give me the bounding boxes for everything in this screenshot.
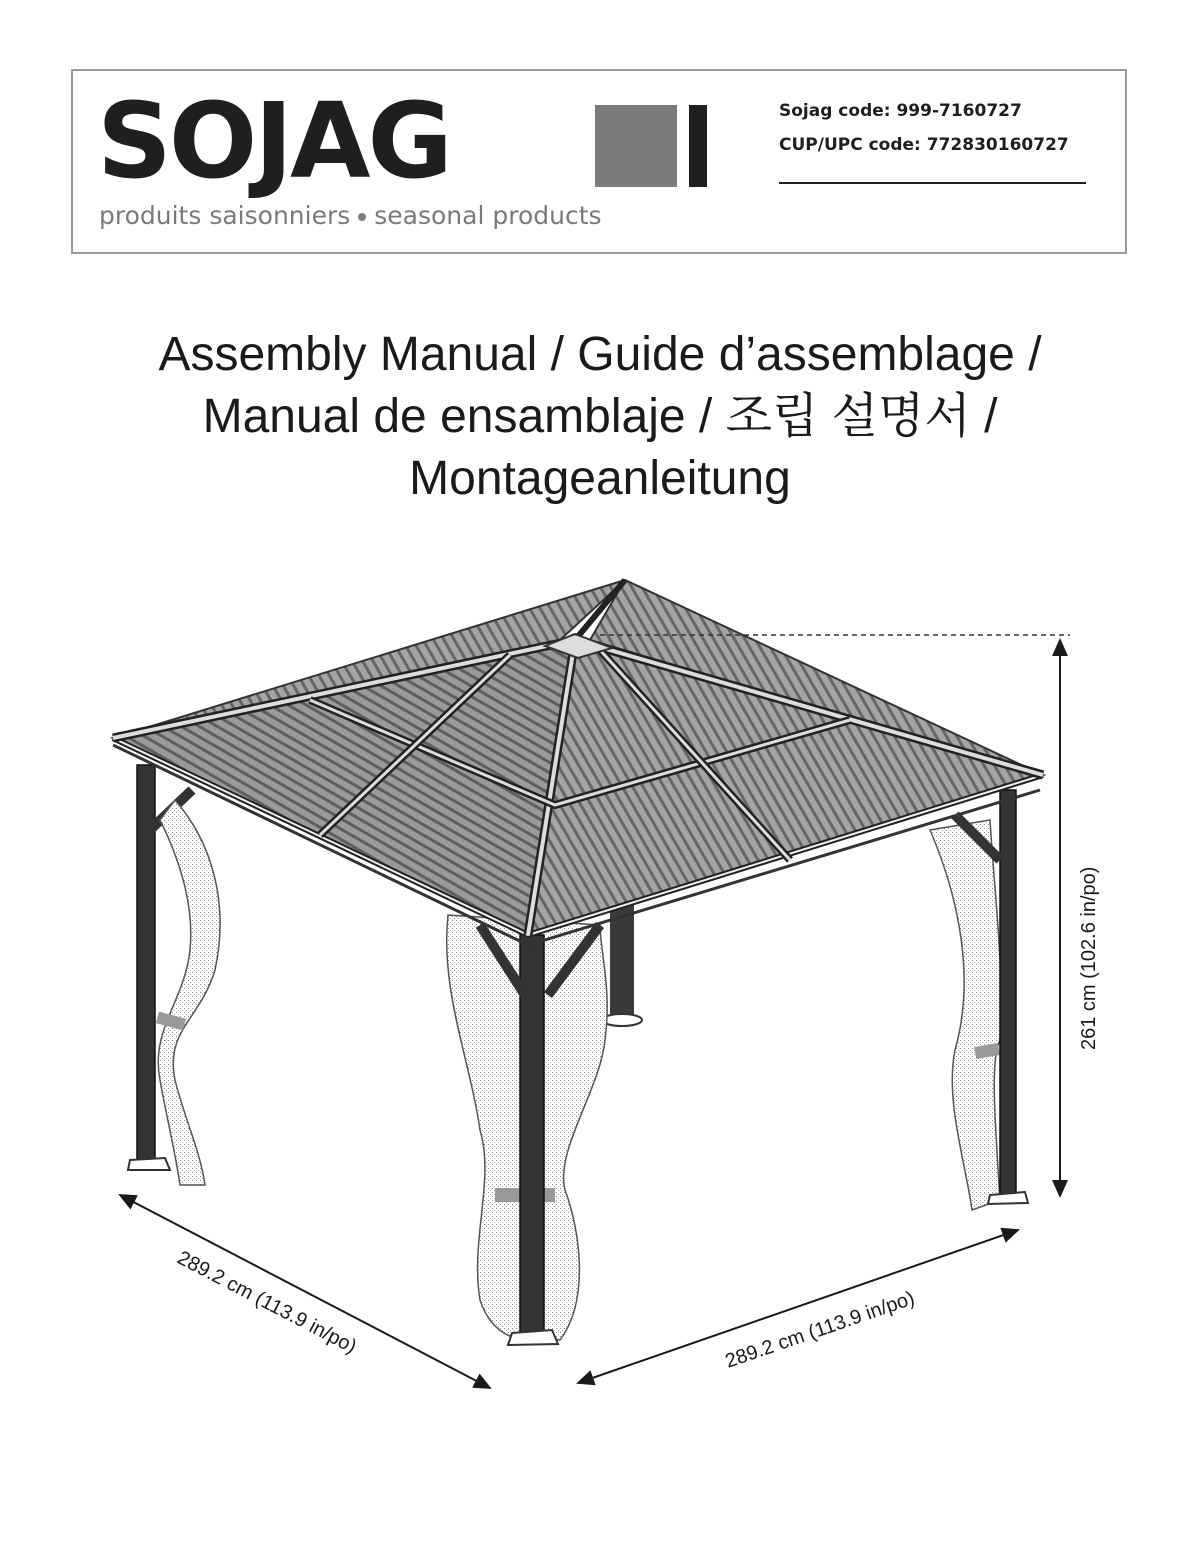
bullet-icon: [358, 213, 366, 221]
width-right-label: 289.2 cm (113.9 in/po): [722, 1287, 918, 1373]
product-codes: [779, 101, 1069, 169]
title-line-1: Assembly Manual / Guide d’assemblage /: [158, 328, 1042, 381]
width-left-label: 289.2 cm (113.9 in/po): [173, 1246, 361, 1359]
brand-logo-text: SOJAG: [97, 80, 450, 202]
header-box: [71, 69, 1127, 254]
page-title: [0, 324, 1200, 510]
tagline-en: seasonal products: [374, 201, 602, 230]
logo-square-mark: [595, 105, 677, 187]
back-post: [602, 900, 642, 1026]
sojag-code: Sojag code: 999-7160727: [779, 101, 1022, 121]
width-left-dimension: [120, 1195, 490, 1388]
upc-code: CUP/UPC code: 772830160727: [779, 135, 1069, 155]
gazebo-diagram: [0, 560, 1200, 1460]
back-right-curtain: [930, 820, 1001, 1210]
gazebo-roof: [113, 580, 1043, 945]
title-line-3: Montageanleitung: [409, 452, 791, 505]
title-line-2: Manual de ensamblaje / 조립 설명서 /: [202, 390, 998, 443]
codes-divider: [779, 182, 1086, 184]
tagline: [99, 201, 602, 230]
tagline-fr: produits saisonniers: [99, 201, 351, 230]
width-right-dimension: [578, 1230, 1018, 1383]
height-label: 261 cm (102.6 in/po): [1078, 866, 1100, 1050]
logo-bar-mark: [689, 105, 707, 187]
left-curtain: [156, 800, 220, 1185]
